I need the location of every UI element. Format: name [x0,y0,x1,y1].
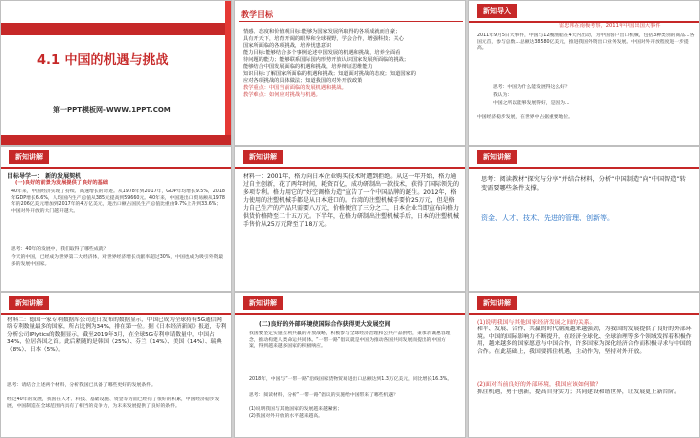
question: 思考：请结合上述两个材料，分析我国已具备了哪些更好的发展条件。 [7,383,156,388]
section-tag: 新知讲解 [243,296,283,310]
slide-header [1,293,49,313]
section-tag: 新知讲解 [477,150,517,164]
header-line [235,167,466,169]
line: 应对各项挑战的具体做法；知道我国的对外开放政策 [243,78,363,84]
question: 思考：阅读教材“探究与分享”并结合材料，分析“中国制造”向“中国智造”转变需要哪些条件支撑。 [481,176,686,192]
section-tag: 新知讲解 [477,296,517,310]
difficulty: 教学难点：如何应对挑战与机遇。 [243,92,321,98]
extra-text: 2018年，中国与“一带一路”沿线国家货物贸易进出口总额达到1.3万亿美元，同比增长16.3%。 [249,377,453,382]
section-heading: (二)良好的外部环境使国际合作获得更大发展空间 [259,321,391,328]
lead-text: 2011年9月5日大事件，中国与12艘渔船在4天内出动，为中国客户出口机械，包括3种类别的商品...各国元首，参与总数...总额达38580亿美元，推进我国外资出口业务发展。中国对外开放程度进一步提高。 [477,33,695,52]
line: 具有开天下，培育开阔的眼界和全球视野，学会合作，增强科技；关心 [243,36,404,42]
point-1-heading: (1)说明我国与其他国家经济发展之间的关系。 [477,320,596,326]
section-tag: 新知讲解 [9,150,49,164]
slide-thumbnail-8[interactable] [234,292,466,438]
headline: 雷忠邦在南极考察，2011年中国出国大事件 [559,23,661,29]
slide-header [469,1,517,21]
point-1-text: 和平、发展、合作、共赢的时代潮流越来越强劲，为我国的发展提供了良好的外部环境。中国的国际影响力不断提升，在经济全球化、全球治理等多个领域发挥着积极作用，越来越多的国家愿意与中国合作，许多国家为深化经济合作而积极寻求与中国的合作。在此基础上，我国要抓住机遇，主动作为，坚持对外开放。 [477,326,692,355]
slide-header [235,293,283,313]
key-point: 教学重点：中国当前面临的发展机遇和挑战。 [243,85,347,91]
objectives-text [243,29,457,99]
target-heading: 目标导学一： 新的发展契机 [7,173,82,180]
slide-thumbnail-9[interactable] [468,292,700,438]
material-text: 材料一：2001年，格力向日本企业购买技术时遭到拒绝。从这一年开始，格力通过自主创新，花了两年时间，耗资百亿，成功研制出一款技术，获得了国际领先的多项专利。格力用它的“好空调格力造”宣告了一个中国品牌的诞生。2012年，格力使用的注塑机械手都是从日本进口的。台湾的注塑机械手要价25万元，但是格力自己生产的产品只需要八万元，价格便宜了三分之二，日本企业当即宣布向格力供货价格降至二十五万元。下半年，在格力研制出注塑机械手后，日本的注塑机械手售价从25万元降至了18万元。 [243,173,459,228]
bottom-bar [1,135,232,145]
slide-title: 4.1 中国的机遇与挑战 [37,53,169,68]
answer: 资金、人才、技术、先进的管理、创新等。 [481,214,614,222]
header-line [235,313,466,315]
extra-text: 今天的中国，已经成为世界第二大经济体，对世界经济增长贡献率超过30%，中国也成为吸引外资最多的发展中国家。 [11,255,224,267]
point-2-text: 抓住机遇，勇于创新，提高自身实力；共同建设和谐世界，让发展更上新台阶。 [477,389,680,395]
line: 能力目标:能够结合多个事例论述中国发展的机遇和挑战，培养全面看 [243,50,401,56]
line: 能够结合中国发展面临的机遇和挑战，培养辩证思维能力 [243,64,373,70]
answer-label: 我认为： [493,93,513,98]
subheading: (一)良好的前景为发展提供了良好的基础 [15,180,108,186]
line: 情感、态度和价值观目标:能够为国家发展所取得的各项成就而自豪； [243,29,401,35]
slide-header [469,147,517,167]
line: 知识目标:了解国家所面临的机遇和挑战；知道面对挑战的态度；知道国家的 [243,71,416,77]
header-line [1,167,232,169]
material-text: 材料二：德国一家专利数据库公司近日发布的数据显示，中国已成为全球持有5G通信网络专利数量最多的国家，所占比例为34%，排在第一位。据《日本经济新闻》报道，专利分析公司IPlytics的数据显示，截至2019年3月，在全球5G专利申请数量中，中国占34%，位居各国之首。此后紧随的是韩国（25%）、芬兰（14%）、美国（14%）、瑞典（8%）、日本（5%）。 [7,317,227,353]
header-line [1,313,232,315]
answer-1: (1)说明我国与其他国家的发展越来越紧密； [249,407,343,412]
point-2-heading: (2)面对当前良好的外部环境，我国应该如何做？ [477,382,602,388]
header-line [469,313,700,315]
answer-text: 中国之所以能够发展得好，是因为... [493,101,570,106]
slide-header [235,147,283,167]
section-tag: 新知导入 [477,4,517,18]
slide-thumbnail-7[interactable] [0,292,232,438]
slide-thumbnail-1[interactable] [0,0,232,146]
question: 思考：中国为什么能发展得这么好？ [493,85,570,90]
answer-2: (2)我国对外开放的水平越来越高。 [249,414,323,419]
section-tag: 新知讲解 [243,150,283,164]
line: 国家所面临的各项挑战，培养忧患意识 [243,43,332,49]
slide-header [469,293,517,313]
body-text: 我国要坚定实施互利共赢的开放战略，积极参与全球经济治理和公共产品供给，秉承亲诚惠容理念，推动构建人类命运共同体。“一带一路”倡议就是中国为推动各国共同发展而提出的中国方案，得到越来越多国家的积极响应。 [249,331,451,350]
question: 思考：40年的发展中，我们取得了哪些成就？ [11,247,109,252]
slide-thumbnail-6[interactable] [468,146,700,292]
slide-thumbnail-5[interactable] [234,146,466,292]
section-tag: 新知讲解 [9,296,49,310]
line: 待问题的能力；能够联系国际国内形势开放认识国家发展所面临的挑战； [243,57,410,63]
body-text: 40年来，中国经济实现了持续、高速增长的奇迹。从1978年到2017年，GDP年均增长9.5%，2018年GDP增长6.6%，人均国内生产总值从385元提高到59660元。40年来，中国进出口贸易额从1978年的206亿美元增加到2017年的4万亿美元，进出口额占国民生产总值比重由9.7%上升到33.6%；中国对外开放的大门越开越大。 [11,189,225,214]
header-line [469,167,700,169]
footer-text: 中国经济稳步发展，在世界中占据重要地位。 [477,115,573,120]
slide-thumbnail-3[interactable] [468,0,700,146]
title-bar [1,23,232,35]
slide-thumbnail-4[interactable] [0,146,232,292]
objectives-heading: 教学目标 [241,10,273,19]
divider [239,21,463,22]
slide-header [1,147,49,167]
question: 思考：阅读材料，分析“一带一路”倡议的实施给中国带来了哪些机遇？ [249,393,398,398]
slide-subtitle: 第一PPT模板网-WWW.1PPT.COM [53,106,171,114]
answer: 经过40年的发展，我国在人才、科技、基础设施、资金等方面已经有了很好的积累，中国经济稳步发展，中国制造在全球范围内具有了相当的竞争力，为未来发展提供了良好的条件。 [7,397,220,409]
slide-thumbnail-2[interactable] [234,0,466,146]
right-stripe [225,1,231,146]
